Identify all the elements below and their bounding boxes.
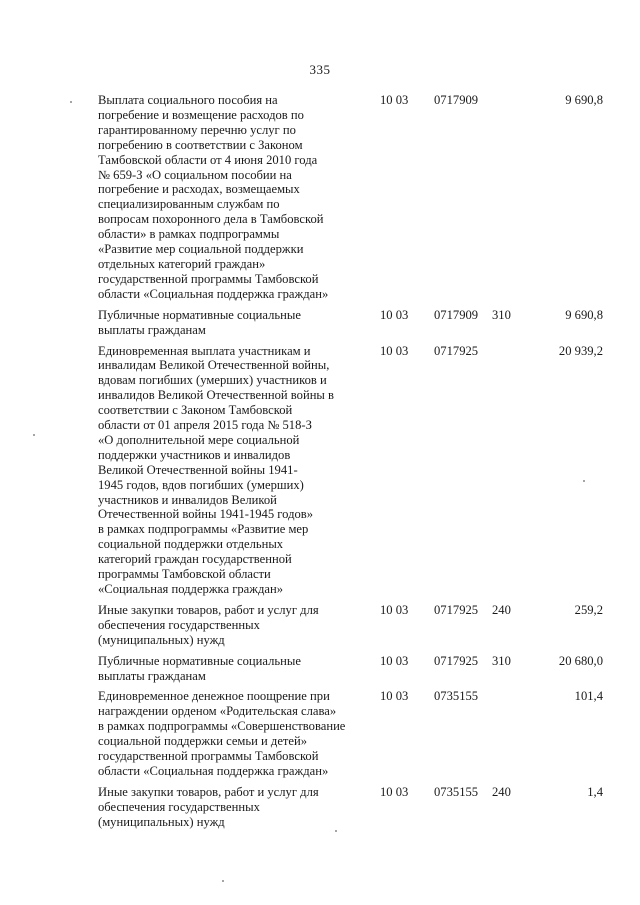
row-name: Единовременная выплата участникам и инвалидам Великой Отечественной войны, вдовам погибших (умерших) участников и инвалидов Великой Отечественной войны в соответствии с Законом Тамбовской области от 01 апреля 2015 года № 518-З «О дополнительной мере социальной поддержки участников и инвалидов Великой Отечественной войны 1941- 1945 годов, вдов погибших (умерших) участников и инвалидов Великой Отечественной войны 1941-1945 годов» в рамках подпрограммы «Развитие мер социальной поддержки отдельных категорий граждан государственной программы Тамбовской области «Социальная поддержка граждан» bbox=[98, 343, 334, 596]
row-expense-code: 240 bbox=[492, 784, 511, 799]
row-amount: 259,2 bbox=[574, 602, 603, 617]
page-number: 335 bbox=[309, 62, 331, 77]
row-amount: 20 939,2 bbox=[558, 343, 603, 358]
scan-speck bbox=[583, 480, 585, 482]
row-name: Иные закупки товаров, работ и услуг для обеспечения государственных (муниципальных) нужд bbox=[98, 784, 319, 829]
table-row bbox=[98, 308, 603, 338]
row-expense-code: 310 bbox=[492, 653, 511, 668]
row-amount: 9 690,8 bbox=[565, 307, 603, 322]
budget-table bbox=[98, 93, 603, 836]
table-row bbox=[98, 93, 603, 302]
row-section: 10 03 bbox=[380, 784, 409, 799]
row-target-code: 0717925 bbox=[434, 602, 479, 617]
scan-speck bbox=[222, 880, 224, 882]
table-row bbox=[98, 785, 603, 830]
row-name: Единовременное денежное поощрение при награждении орденом «Родительская слава» в рамках подпрограммы «Совершенствование социальной поддержки семьи и детей» государственной программы Тамбовской области «Социальная поддержка граждан» bbox=[98, 689, 346, 778]
row-target-code: 0717925 bbox=[434, 343, 479, 358]
row-name: Публичные нормативные социальные выплаты гражданам bbox=[98, 307, 301, 337]
row-expense-code: 240 bbox=[492, 602, 511, 617]
row-target-code: 0717925 bbox=[434, 653, 479, 668]
row-amount: 1,4 bbox=[587, 784, 603, 799]
row-section: 10 03 bbox=[380, 343, 409, 358]
row-section: 10 03 bbox=[380, 653, 409, 668]
row-target-code: 0717909 bbox=[434, 307, 479, 322]
row-amount: 9 690,8 bbox=[565, 93, 603, 107]
scan-speck bbox=[70, 101, 72, 103]
table-row bbox=[98, 689, 603, 778]
table-row bbox=[98, 603, 603, 648]
row-name: Публичные нормативные социальные выплаты гражданам bbox=[98, 653, 301, 683]
row-section: 10 03 bbox=[380, 689, 409, 704]
row-section: 10 03 bbox=[380, 307, 409, 322]
scan-speck bbox=[33, 434, 35, 436]
scan-speck bbox=[335, 830, 337, 832]
row-name: Выплата социального пособия на погребение и возмещение расходов по гарантированному перечню услуг по погребению в соответствии с Законом Тамбовской области от 4 июня 2010 года № 659-З «О социальном пособии на погребение и расходах, возмещаемых специализированным службам по вопросам похоронного дела в Тамбовской области» в рамках подпрограммы «Развитие мер социальной поддержки отдельных категорий граждан» государственной программы Тамбовской области «Социальная поддержка граждан» bbox=[98, 93, 329, 301]
row-target-code: 0717909 bbox=[434, 93, 479, 107]
row-amount: 101,4 bbox=[574, 689, 603, 704]
row-target-code: 0735155 bbox=[434, 689, 479, 704]
row-amount: 20 680,0 bbox=[558, 653, 603, 668]
table-row bbox=[98, 654, 603, 684]
row-target-code: 0735155 bbox=[434, 784, 479, 799]
row-name: Иные закупки товаров, работ и услуг для обеспечения государственных (муниципальных) нужд bbox=[98, 602, 319, 647]
row-expense-code: 310 bbox=[492, 307, 511, 322]
row-section: 10 03 bbox=[380, 93, 409, 107]
table-row bbox=[98, 344, 603, 597]
row-section: 10 03 bbox=[380, 602, 409, 617]
